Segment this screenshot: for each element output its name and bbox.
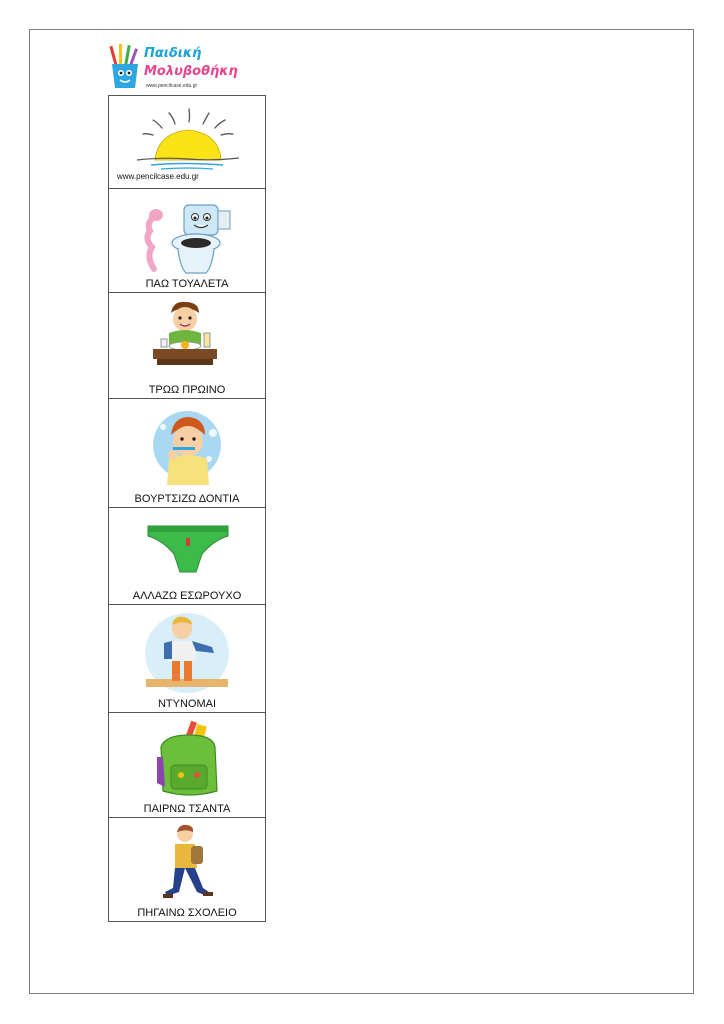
card-label-dressing: ΝΤΥΝΟΜΑΙ xyxy=(157,698,217,710)
card-label-school: ΠΗΓΑΙΝΩ ΣΧΟΛΕΙΟ xyxy=(137,907,237,919)
logo-url: www.pencilcase.edu.gr xyxy=(146,83,198,89)
getting-dressed-icon xyxy=(142,611,232,695)
sunrise-icon xyxy=(133,108,243,173)
brushing-teeth-icon xyxy=(151,407,229,487)
card-label-brushing: ΒΟΥΡΤΣΙΖΩ ΔΟΝΤΙΑ xyxy=(134,493,240,505)
pencil-cup-icon xyxy=(108,42,142,90)
routine-card-strip xyxy=(108,95,266,922)
card-label-breakfast: ΤΡΩΩ ΠΡΩΙΝΟ xyxy=(148,384,226,396)
card-label-toilet: ΠΑΩ ΤΟΥΑΛΕΤΑ xyxy=(145,278,229,290)
card-label-underwear: ΑΛΛΑΖΩ ΕΣΩΡΟΥΧΟ xyxy=(132,590,242,602)
routine-card-dressing xyxy=(109,604,265,712)
logo-line-1: Παιδική xyxy=(144,46,202,61)
breakfast-icon xyxy=(149,299,221,377)
walking-to-school-icon xyxy=(157,822,217,906)
routine-card-breakfast xyxy=(109,292,265,398)
sunrise-url: www.pencilcase.edu.gr xyxy=(117,172,199,181)
underwear-icon xyxy=(144,520,232,580)
backpack-icon xyxy=(151,717,227,801)
routine-card-toilet xyxy=(109,188,265,292)
routine-card-underwear xyxy=(109,507,265,604)
routine-card-brushing xyxy=(109,398,265,507)
card-label-backpack: ΠΑΙΡΝΩ ΤΣΑΝΤΑ xyxy=(143,803,231,815)
sunrise-card xyxy=(109,96,265,188)
routine-card-school xyxy=(109,817,265,921)
pencilcase-logo xyxy=(108,40,238,94)
toilet-icon xyxy=(140,197,236,277)
routine-card-backpack xyxy=(109,712,265,817)
logo-line-2: Μολυβοθήκη xyxy=(144,64,238,79)
